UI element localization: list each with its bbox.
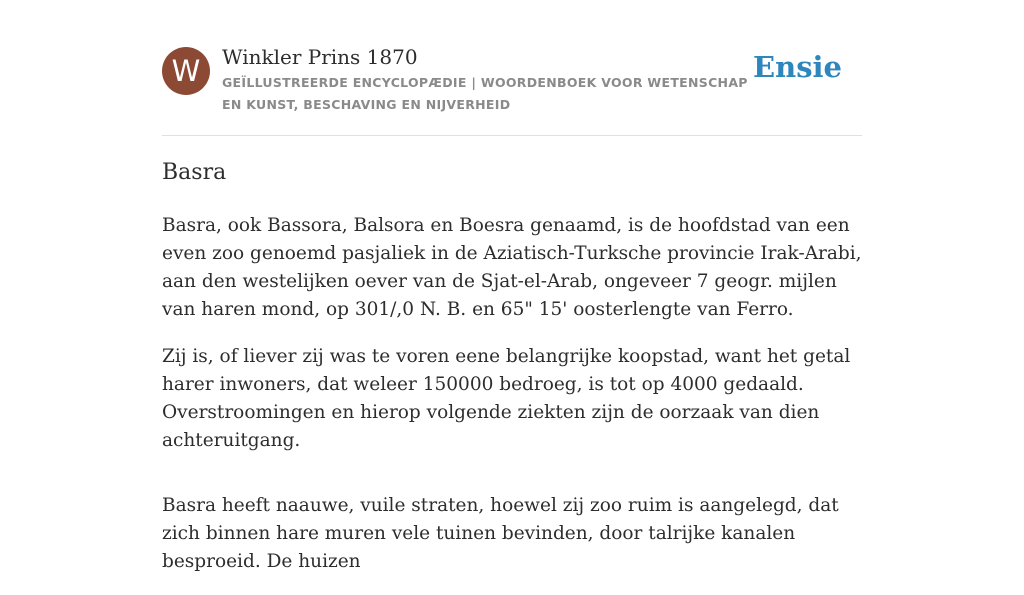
paragraph: Basra heeft naauwe, vuile straten, hoewel zij zoo ruim is aangelegd, dat zich binnen hare muren vele tuinen bevinden, door talrijke kanalen besproeid. De huizen — [162, 495, 839, 572]
entry-body — [162, 212, 862, 595]
paragraph: Basra, ook Bassora, Balsora en Boesra genaamd, is de hoofdstad van een even zoo genoemd pasjaliek in de Aziatisch-Turksche provincie Irak-Arabi, aan den westelijken oever van de Sjat-el-Arab, ongeveer 7 geogr. mijlen van haren mond, op 301/,0 N. B. en 65" 15' oosterlengte van Ferro. — [162, 215, 862, 320]
publication-title[interactable]: Winkler Prins 1870 — [222, 45, 418, 69]
publication-avatar[interactable]: W — [162, 47, 210, 95]
paragraph: Zij is, of liever zij was te voren eene belangrijke koopstad, want het getal harer inwoners, dat weleer 150000 bedroeg, is tot op 4000 gedaald. Overstroomingen en hierop volgende ziekten zijn de oorzaak van dien achteruitgang. — [162, 346, 851, 451]
publication-subtitle: GEÏLLUSTREERDE ENCYCLOPÆDIE | WOORDENBOEK VOOR WETENSCHAP EN KUNST, BESCHAVING EN NIJVERHEID — [222, 75, 748, 112]
ensie-logo[interactable]: Ensie — [753, 50, 842, 84]
entry-title: Basra — [162, 160, 227, 185]
header-divider — [162, 135, 862, 136]
